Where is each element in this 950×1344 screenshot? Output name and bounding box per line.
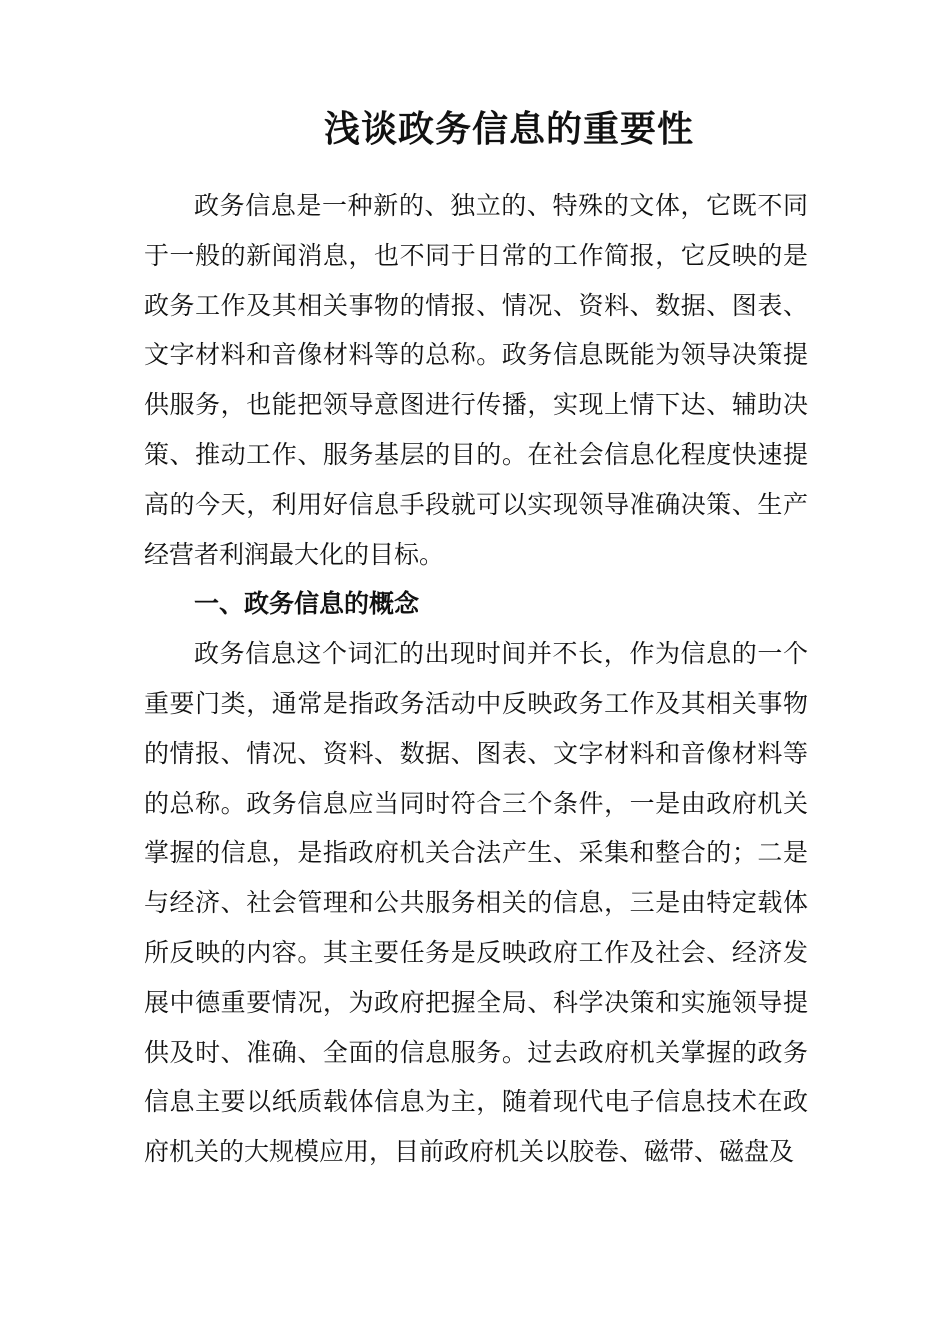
- document-page: [144, 102, 808, 1177]
- section-heading: 一、政务信息的概念: [194, 589, 420, 619]
- body-paragraph: 政务信息这个词汇的出现时间并不长，作为信息的一个重要门类，通常是指政务活动中反映政务工作及其相关事物的情报、情况、资料、数据、图表、文字材料和音像材料等的总称。政务信息应当同时符合三个条件，一是由政府机关掌握的信息，是指政府机关合法产生、采集和整合的；二是与经济、社会管理和公共服务相关的信息，三是由特定载体所反映的内容。其主要任务是反映政府工作及社会、经济发展中德重要情况，为政府把握全局、科学决策和实施领导提供及时、准确、全面的信息服务。过去政府机关掌握的政务信息主要以纸质载体信息为主，随着现代电子信息技术在政府机关的大规模应用，目前政府机关以胶卷、磁带、磁盘及: [144, 639, 808, 1167]
- document-title: 浅谈政务信息的重要性: [323, 109, 694, 150]
- intro-paragraph: 政务信息是一种新的、独立的、特殊的文体，它既不同于一般的新闻消息，也不同于日常的工作简报，它反映的是政务工作及其相关事物的情报、情况、资料、数据、图表、文字材料和音像材料等的总称。政务信息既能为领导决策提供服务，也能把领导意图进行传播，实现上情下达、辅助决策、推动工作、服务基层的目的。在社会信息化程度快速提高的今天，利用好信息手段就可以实现领导准确决策、生产经营者利润最大化的目标。: [144, 191, 808, 569]
